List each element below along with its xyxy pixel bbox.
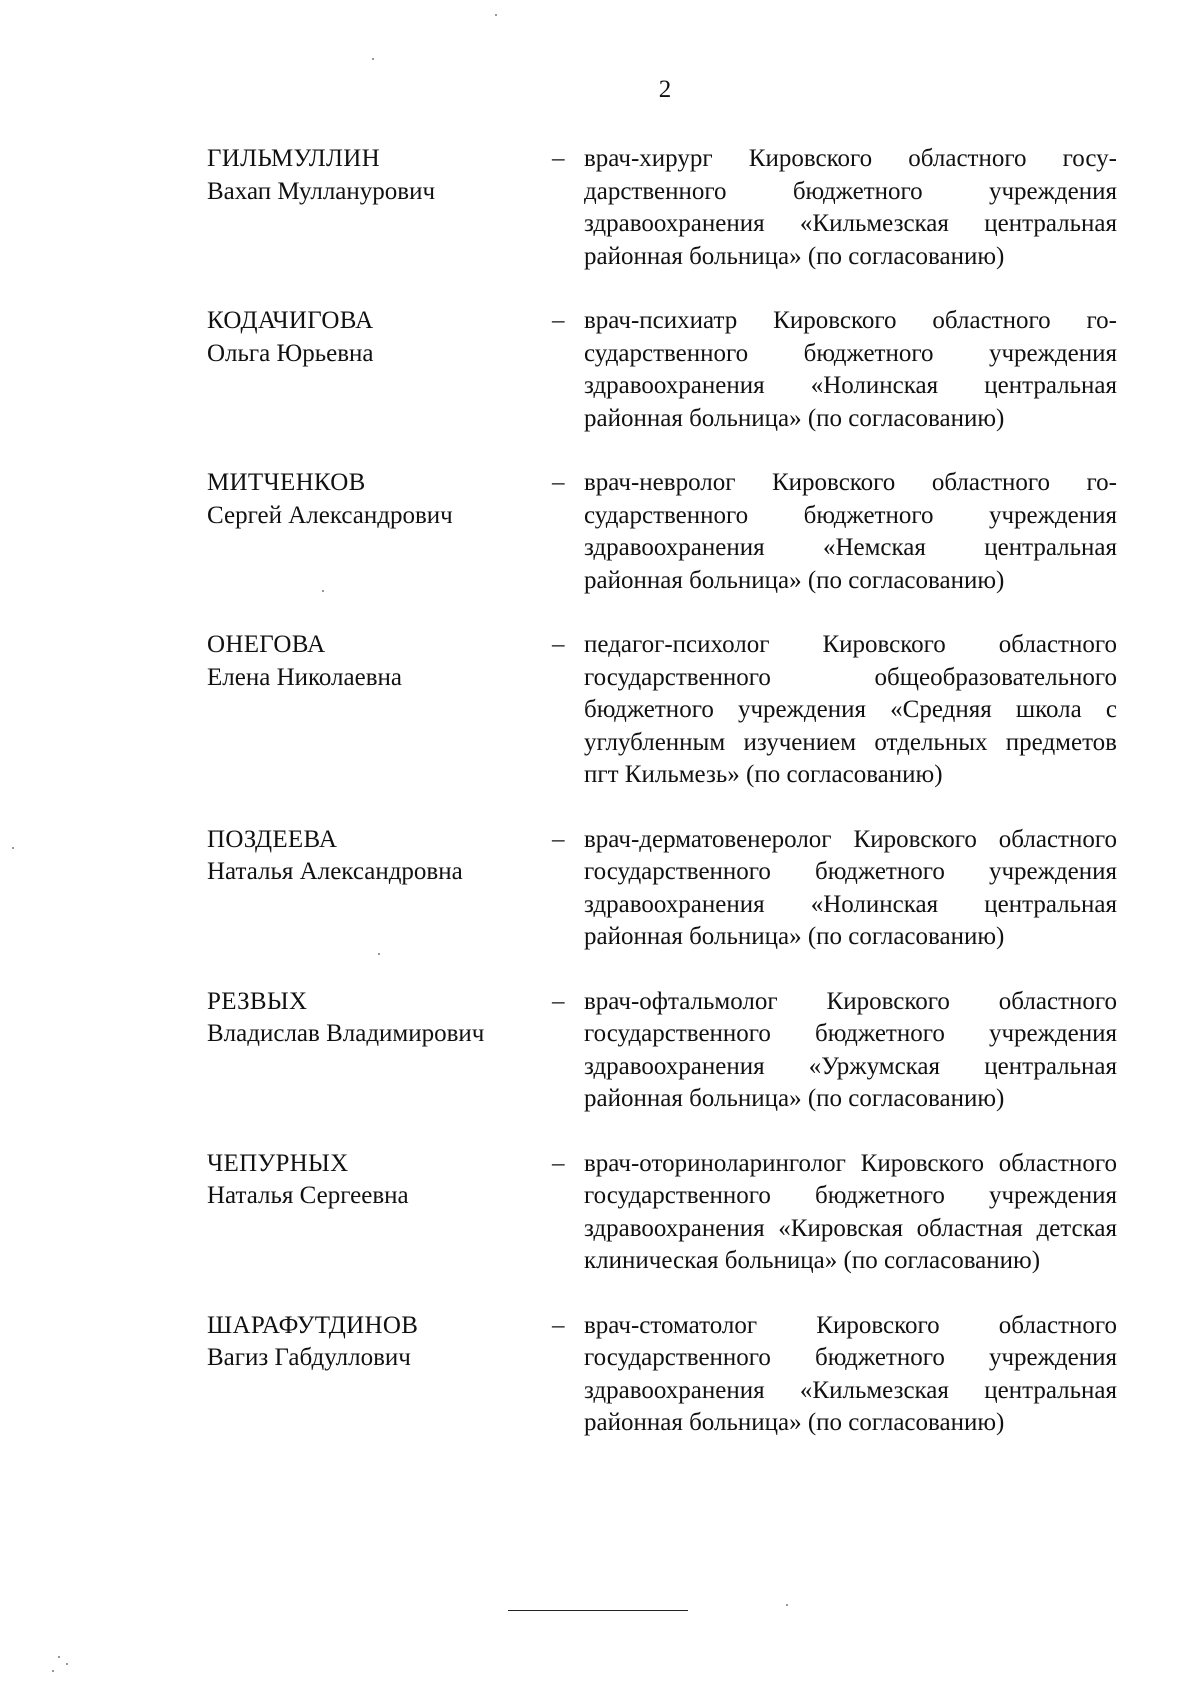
dash-separator: – <box>552 469 565 496</box>
member-given-names: Ольга Юрьевна <box>207 339 374 367</box>
dash-separator: – <box>552 145 565 172</box>
member-entry <box>207 1310 1117 1440</box>
scan-speck <box>495 14 497 16</box>
scan-speck <box>58 1656 60 1658</box>
member-name <box>207 467 552 597</box>
scan-speck <box>378 953 380 955</box>
member-entry <box>207 986 1117 1116</box>
member-position: врач-невролог Кировского областного государственного бюджетного учреждения здравоохранения «Немская центральная районная больница» (по согласованию) <box>584 469 1117 594</box>
member-given-names: Вахап Мулланурович <box>207 177 436 205</box>
member-entry <box>207 824 1117 954</box>
member-surname: КОДАЧИГОВА <box>207 307 374 334</box>
member-surname: РЕЗВЫХ <box>207 987 308 1015</box>
member-position: врач-психиатр Кировского областного государственного бюджетного учреждения здравоохранения «Нолинская центральная районная больница» (по согласованию) <box>584 307 1117 432</box>
member-list <box>207 143 1117 1472</box>
member-name <box>207 824 552 954</box>
member-name <box>207 143 552 273</box>
scan-speck <box>322 590 324 592</box>
member-entry <box>207 143 1117 273</box>
dash-separator: – <box>552 1311 565 1339</box>
member-name <box>207 305 552 435</box>
member-position: врач-стоматолог Кировского областного государственного бюджетного учреждения здравоохранения «Кильмезская центральная районная больница» (по согласованию) <box>584 1311 1117 1436</box>
scan-speck <box>12 847 14 849</box>
end-rule <box>508 1610 688 1611</box>
member-position: педагог-психолог Кировского областного государственного общеобразовательного бюджетного учреждения «Средняя школа с углубленным изучением отдельных предметов пгт Кильмезь» (по согласованию) <box>584 631 1117 788</box>
member-surname: ОНЕГОВА <box>207 631 326 658</box>
dash-separator: – <box>552 307 565 334</box>
member-given-names: Наталья Сергеевна <box>207 1182 409 1209</box>
member-given-names: Елена Николаевна <box>207 663 402 691</box>
member-surname: ГИЛЬМУЛЛИН <box>207 145 380 172</box>
member-surname: ЧЕПУРНЫХ <box>207 1149 349 1177</box>
dash-separator: – <box>552 631 565 658</box>
member-given-names: Наталья Александровна <box>207 858 463 885</box>
member-given-names: Сергей Александрович <box>207 501 453 529</box>
scan-speck <box>66 1663 68 1665</box>
scan-speck <box>52 1670 54 1672</box>
scan-speck <box>372 58 374 60</box>
page-number: 2 <box>658 76 672 103</box>
member-name <box>207 1310 552 1440</box>
member-surname: ШАРАФУТДИНОВ <box>207 1311 419 1339</box>
member-surname: МИТЧЕНКОВ <box>207 469 366 496</box>
member-given-names: Вагиз Габдуллович <box>207 1344 411 1371</box>
member-name <box>207 629 552 792</box>
member-name <box>207 1148 552 1278</box>
member-position: врач-офтальмолог Кировского областного государственного бюджетного учреждения здравоохранения «Уржумская центральная районная больница» (по согласованию) <box>584 987 1117 1112</box>
dash-separator: – <box>552 1149 565 1177</box>
member-entry <box>207 467 1117 597</box>
member-position: врач-дерматовенеролог Кировского областного государственного бюджетного учреждения здравоохранения «Нолинская центральная районная больница» (по согласованию) <box>584 825 1117 950</box>
member-entry <box>207 1148 1117 1278</box>
dash-separator: – <box>552 987 565 1015</box>
scan-speck <box>786 1604 788 1606</box>
member-entry <box>207 629 1117 792</box>
member-surname: ПОЗДЕЕВА <box>207 825 338 853</box>
member-position: врач-хирург Кировского областного государственного бюджетного учреждения здравоохранения «Кильмезская центральная районная больница» (по согласованию) <box>584 145 1117 270</box>
member-entry <box>207 305 1117 435</box>
member-given-names: Владислав Владимирович <box>207 1020 485 1047</box>
member-name <box>207 986 552 1116</box>
member-position: врач-оториноларинголог Кировского областного государственного бюджетного учреждения здравоохранения «Кировская областная детская клиническая больница» (по согласованию) <box>584 1149 1117 1274</box>
dash-separator: – <box>552 825 565 853</box>
